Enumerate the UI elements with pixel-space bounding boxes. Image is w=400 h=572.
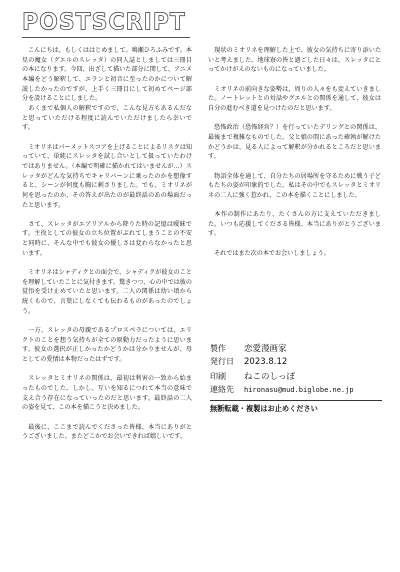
postscript-text-left: こんにちは、もしくははじめまして。鳴瀬ひろふみです。本星の魔女（グエルのスレッタ）の同人誌としましては三冊目の本になります。今回、出ざして描いた部分に関して、アニメ本編をどう解釈して、エランと初音に至ったのかについて解説したかったのですが、上手く三冊目にして初めてページ部分を設けることにしました。 あくまで私個人の解釈ですので、こんな見方もあるんだなと思っていただける程度に読んでいただけましたら幸いです。 ミオリネはパーメットスコアを上げることによるリスクは知っていて、単純にスレッタを試し合いとして扱っていたわけではありません。（本編で明確に描かれてはいませんが…）スレッタがどんな気持ちでキャリバーンに乗ったのかを想像すると、シーンが何度も胸に刺さりました。でも、ミオリネが何を思ったのか、その答えが出たのが最終話のあの場面だったと思います。 さて、スレッタがエアリアルから降りた時の記憶は曖昧です。主役としての彼女の立ち位置がぶれてしまうことの不安と同時に、そんな中でも彼女の優しさは変わらなかったと思います。 ミオリネはシャディクとの面会で、シャディクが彼女のことを理解していたことに気付きます。驚きつつ、心の中では彼の覚悟を受け止めていたと思います。二人の関係は幼い頃から続くもので、言葉にしなくても伝わるものがあったのでしょう。 一方、スレッタの母親であるプロスペラについては、エリクトのことを想う気持ちが全ての原動力だったように思います。彼女の選択が正しかったかどうかは分かりませんが、母としての愛情は本物だったはずです。 スレッタとミオリネの関係は、最初は利害の一致から始まったものでした。しかし、互いを知るにつれて本当の意味で支え合う存在になっていったのだと思います。最終話の二人の姿を見て、この本を描こうと決めました。 最後に、ここまで読んでくださった皆様、本当にありがとうございました。またどこかでお会いできれば嬉しいです。 xyxy=(22,47,192,441)
production-value: 恋愛漫画家 xyxy=(244,344,287,354)
contact-label: 連絡先 xyxy=(210,385,234,394)
issue-value: 2023.8.12 xyxy=(244,357,288,367)
colophon-divider xyxy=(210,400,382,401)
print-value: ねこのしっぽ xyxy=(244,372,296,382)
postscript-text-right: 現状のミオリネを理解した上で、彼女の気持ちに寄り添いたいと考えました。地球寮の皆と過ごした日々は、スレッタにとってかけがえのないものになっていました。 ミオリネの前向きな姿勢は、周りの人々をも変えていきました。ノートレットとの対話やグエルとの関係を通して、彼女は自分の進むべき道を見つけたのだと思います。 恐怖政治（恐怖経営？）を行っていたデリングとの関係は、最後まで複雑なものでした。父と娘の間にあった確執が解けたかどうかは、見る人によって解釈が分かれるところだと思います。 物語全体を通して、自分たちの居場所を守るために戦う子どもたちの姿が印象的でした。私はその中でもスレッタとミオリネの二人に強く惹かれ、この本を描くことにしました。 本作の制作にあたり、たくさんの方に支えていただきました。いつも応援してくださる皆様、本当にありがとうございます。 それではまた次の本でお会いしましょう。 xyxy=(208,47,381,257)
contact-value: hironasu@mud.biglobe.ne.jp xyxy=(244,386,354,394)
colophon-issue-date xyxy=(210,356,385,370)
colophon-printer xyxy=(210,370,385,384)
title-divider xyxy=(22,37,190,38)
print-label: 印刷 xyxy=(210,372,226,381)
issue-label: 発行日 xyxy=(210,357,234,366)
colophon-contact xyxy=(210,384,385,398)
production-label: 製作 xyxy=(210,344,226,353)
colophon xyxy=(210,342,385,414)
copyright-notice: 無断転載・複製はお止めください xyxy=(210,404,318,413)
colophon-production xyxy=(210,342,385,356)
page-title: POSTSCRIPT xyxy=(22,9,186,36)
